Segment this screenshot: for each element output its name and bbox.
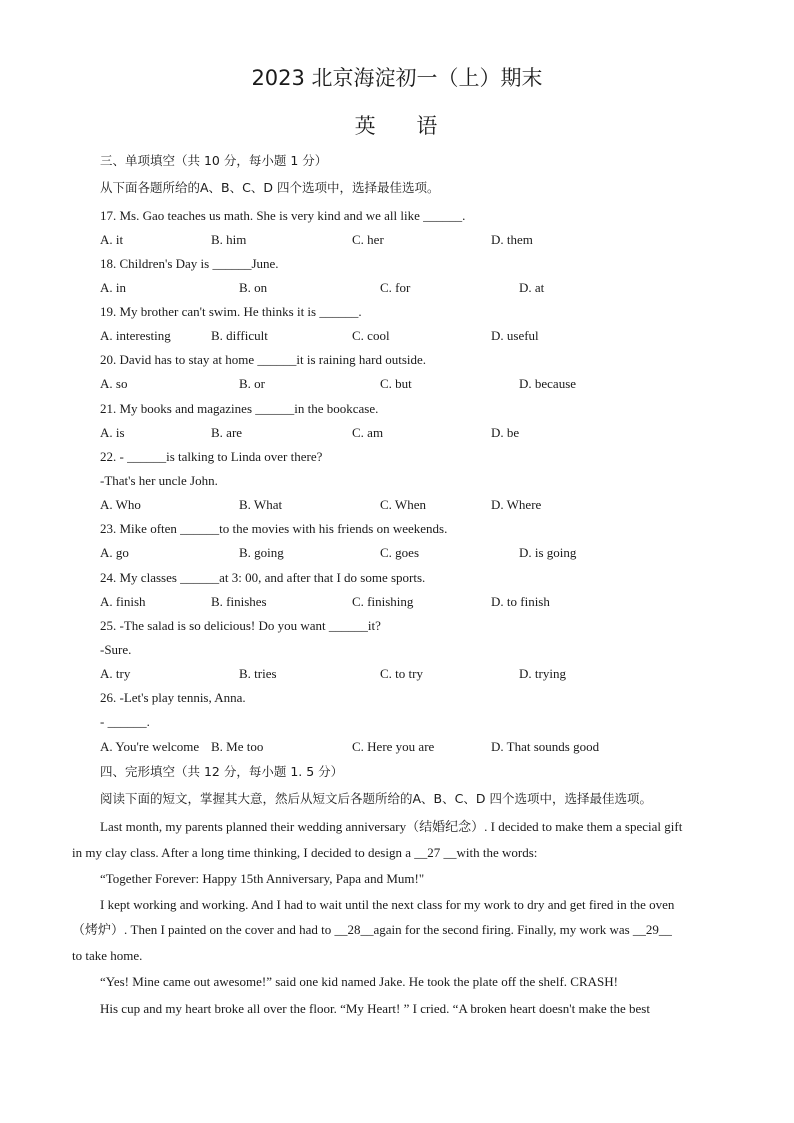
option-a: A. Who — [100, 497, 141, 512]
question-18: 18. Children's Day is ______June. — [100, 256, 279, 271]
section4-heading: 四、完形填空（共 12 分，每小题 1. 5 分） — [100, 764, 344, 779]
section3-heading: 三、单项填空（共 10 分，每小题 1 分） — [100, 153, 328, 168]
question-26-reply: - ______. — [100, 714, 150, 729]
option-d: D. useful — [491, 328, 539, 343]
options-24 — [100, 593, 740, 611]
option-d: D. trying — [519, 666, 566, 681]
option-b: B. difficult — [211, 328, 268, 343]
question-23: 23. Mike often ______to the movies with his friends on weekends. — [100, 521, 448, 536]
question-17: 17. Ms. Gao teaches us math. She is very kind and we all like ______. — [100, 208, 466, 223]
option-c: C. her — [352, 232, 384, 247]
option-a: A. You're welcome — [100, 739, 200, 754]
option-c: C. goes — [380, 545, 419, 560]
question-25: 25. -The salad is so delicious! Do you want ______it? — [100, 618, 381, 633]
option-d: D. because — [519, 376, 577, 391]
question-22: 22. - ______is talking to Linda over there? — [100, 449, 323, 464]
section4-instruction: 阅读下面的短文，掌握其大意，然后从短文后各题所给的A、B、C、D 四个选项中，选择最佳选项。 — [100, 791, 652, 806]
passage-line: His cup and my heart broke all over the floor. “My Heart! ” I cried. “A broken heart doesn't make the best — [100, 1001, 650, 1016]
option-c: C. am — [352, 425, 384, 440]
question-24: 24. My classes ______at 3: 00, and after that I do some sports. — [100, 570, 426, 585]
options-26 — [100, 738, 740, 756]
option-d: D. to finish — [491, 594, 550, 609]
options-19 — [100, 327, 740, 345]
option-d: D. at — [519, 280, 545, 295]
option-c: C. finishing — [352, 594, 414, 609]
option-a: A. is — [100, 425, 125, 440]
question-22-reply: -That's her uncle John. — [100, 473, 218, 488]
option-b: B. or — [239, 376, 265, 391]
page-title: 2023 北京海淀初一（上）期末 — [251, 66, 543, 90]
passage-line: （烤炉）. Then I painted on the cover and had to __28__again for the second firing. Finally, my work was __29__ — [72, 922, 672, 937]
option-c: C. to try — [380, 666, 423, 681]
options-21 — [100, 424, 740, 442]
question-19: 19. My brother can't swim. He thinks it is ______. — [100, 304, 362, 319]
option-b: B. What — [239, 497, 283, 512]
options-25 — [100, 665, 740, 683]
passage-line: “Yes! Mine came out awesome!” said one kid named Jake. He took the plate off the shelf. CRASH! — [100, 974, 618, 989]
option-a: A. interesting — [100, 328, 171, 343]
passage-line: to take home. — [72, 948, 143, 963]
option-a: A. it — [100, 232, 124, 247]
question-25-reply: -Sure. — [100, 642, 132, 657]
option-d: D. is going — [519, 545, 577, 560]
option-b: B. Me too — [211, 739, 264, 754]
passage-line: “Together Forever: Happy 15th Anniversary, Papa and Mum!" — [100, 871, 425, 886]
option-d: D. be — [491, 425, 520, 440]
option-a: A. try — [100, 666, 131, 681]
question-26: 26. -Let's play tennis, Anna. — [100, 690, 246, 705]
question-21: 21. My books and magazines ______in the bookcase. — [100, 401, 379, 416]
option-a: A. in — [100, 280, 126, 295]
passage-line: Last month, my parents planned their wedding anniversary（结婚纪念）. I decided to make them a special gift — [100, 819, 683, 834]
subject-title: 英 语 — [354, 114, 440, 138]
option-c: C. cool — [352, 328, 390, 343]
option-a: A. so — [100, 376, 128, 391]
option-b: B. on — [239, 280, 268, 295]
question-20: 20. David has to stay at home ______it is raining hard outside. — [100, 352, 427, 367]
passage-line: in my clay class. After a long time thinking, I decided to design a __27 __with the words: — [72, 845, 538, 860]
options-23 — [100, 544, 740, 562]
option-d: D. That sounds good — [491, 739, 600, 754]
options-17 — [100, 231, 740, 249]
option-b: B. finishes — [211, 594, 267, 609]
options-22 — [100, 496, 740, 514]
option-c: C. When — [380, 497, 426, 512]
options-18 — [100, 279, 740, 297]
option-a: A. finish — [100, 594, 146, 609]
option-c: C. Here you are — [352, 739, 435, 754]
option-b: B. going — [239, 545, 284, 560]
passage-line: I kept working and working. And I had to wait until the next class for my work to dry and get fired in the oven — [100, 897, 675, 912]
option-c: C. for — [380, 280, 411, 295]
option-d: D. Where — [491, 497, 542, 512]
option-a: A. go — [100, 545, 129, 560]
option-b: B. him — [211, 232, 247, 247]
option-c: C. but — [380, 376, 412, 391]
option-b: B. tries — [239, 666, 277, 681]
option-b: B. are — [211, 425, 243, 440]
option-d: D. them — [491, 232, 533, 247]
options-20 — [100, 375, 740, 393]
section3-instruction: 从下面各题所给的A、B、C、D 四个选项中，选择最佳选项。 — [100, 180, 440, 195]
